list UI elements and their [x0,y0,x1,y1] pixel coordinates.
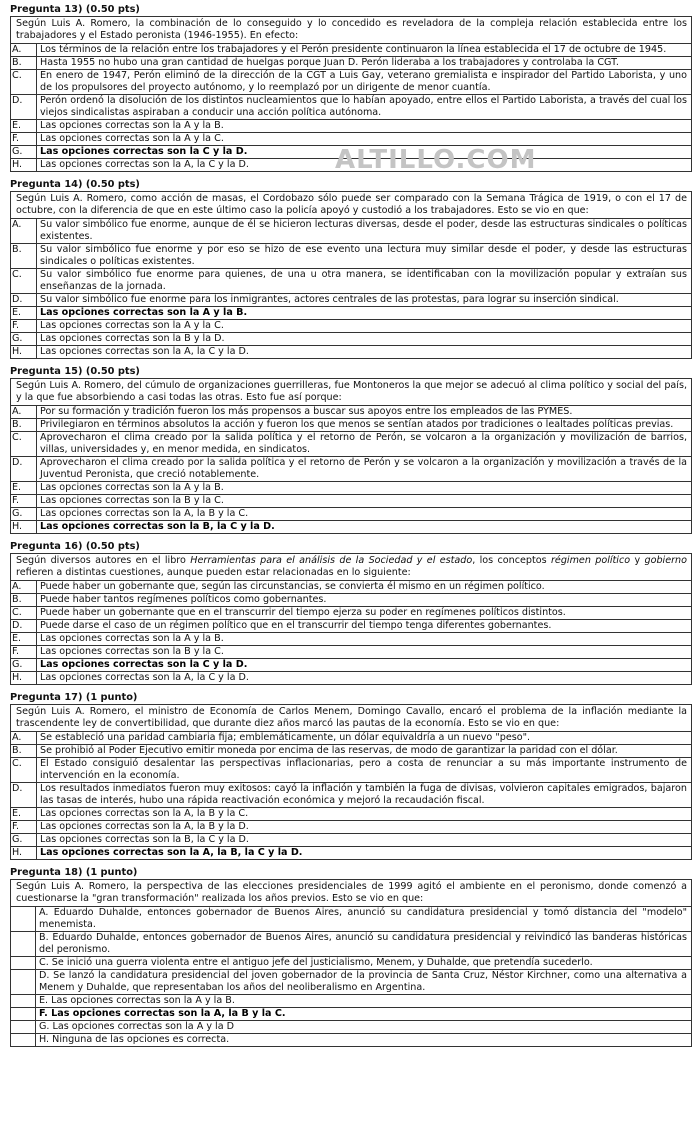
option-text: Perón ordenó la disolución de los distintos nucleamientos que lo habían apoyado, entre ellos el Partido Laborista, a través del cual los viejos sindicalistas aspiraban a conducir una acción política autónoma. [40,95,687,118]
option-label: H. [11,521,37,533]
option-label: C. [11,758,37,782]
question-14 [10,178,692,359]
option-text: Las opciones correctas son la A, la B y la C. [40,808,249,819]
question-box [10,191,692,359]
option-text: Las opciones correctas son la C y la D. [40,146,248,157]
option-h[interactable] [11,520,691,533]
option-text: F. Las opciones correctas son la A, la B y la C. [35,1008,691,1020]
option-label: D. [11,294,37,306]
option-label: F. [11,646,37,658]
option-label: C. [11,269,37,293]
option-label: B. [11,57,37,69]
option-c[interactable] [11,757,691,782]
option-text: Puede haber un gobernante que en el transcurrir del tiempo ejerza su poder en regímenes políticos distintos. [40,607,566,618]
option-text: Las opciones correctas son la A, la C y la D. [40,159,249,170]
option-text: Puede darse el caso de un régimen político que en el transcurrir del tiempo tenga diferentes gobernantes. [40,620,552,631]
option-a[interactable] [11,405,691,418]
option-label: H. [11,672,37,684]
option-text: Las opciones correctas son la A y la B. [40,120,224,131]
option-f[interactable] [11,645,691,658]
option-label: D. [11,95,37,119]
option-text: Puede haber tantos regímenes políticos como gobernantes. [40,594,327,605]
option-text: Las opciones correctas son la A y la B. [40,482,224,493]
option-text: Las opciones correctas son la A, la C y la D. [40,672,249,683]
option-text: D. Se lanzó la candidatura presidencial del joven gobernador de la provincia de Santa Cruz, Néstor Kirchner, como una alternativa a Menem y Duhalde, que representaban los años del neoliberalismo en Argentina. [35,970,691,994]
stem-text: y [630,555,645,566]
option-f[interactable] [11,1007,691,1020]
option-text: Las opciones correctas son la B, la C y la D. [40,834,249,845]
question-title: Pregunta 15) (0.50 pts) [10,366,140,377]
option-d[interactable] [11,293,691,306]
option-g[interactable] [11,1020,691,1033]
question-stem: Según Luis A. Romero, la combinación de lo conseguido y lo concedido es reveladora de la compleja relación establecida entre los trabajadores y el Estado peronista (1946-1955). En efecto: [16,18,687,41]
question-stem [11,554,691,580]
option-text: Se estableció una paridad cambiaria fija; emblemáticamente, un dólar equivaldría a un nuevo "peso". [40,732,531,743]
option-a[interactable] [11,43,691,56]
option-text: G. Las opciones correctas son la A y la D [35,1021,691,1033]
option-text: Las opciones correctas son la B y la C. [40,495,224,506]
option-e[interactable] [11,481,691,494]
option-c[interactable] [11,69,691,94]
option-text: E. Las opciones correctas son la A y la B. [35,995,691,1007]
question-box [10,553,692,685]
question-16 [10,540,692,685]
option-c[interactable] [11,431,691,456]
option-text: Las opciones correctas son la A y la B. [40,307,248,318]
option-label: G. [11,333,37,345]
option-text: Los términos de la relación entre los trabajadores y el Perón presidente continuaron la línea establecida el 17 de octubre de 1945. [40,44,667,55]
option-label: A. [11,406,37,418]
option-text: Las opciones correctas son la A y la C. [40,320,224,331]
option-text: H. Ninguna de las opciones es correcta. [35,1034,691,1046]
question-title: Pregunta 18) (1 punto) [10,867,138,878]
option-a[interactable] [11,906,691,931]
option-h[interactable] [11,1033,691,1046]
option-label: D. [11,457,37,481]
option-text: Su valor simbólico fue enorme para quienes, de una u otra manera, se identificaban con la movilización popular y extraían sus enseñanzas de la jornada. [40,269,687,292]
question-15 [10,365,692,534]
option-label: B. [11,419,37,431]
option-g[interactable] [11,332,691,345]
option-text: Las opciones correctas son la A, la B y la D. [40,821,249,832]
book-title: Herramientas para el análisis de la Sociedad y el estado [190,555,473,566]
option-label: F. [11,133,37,145]
option-f[interactable] [11,132,691,145]
option-e[interactable] [11,994,691,1007]
option-label: D. [11,783,37,807]
option-h[interactable] [11,671,691,684]
option-h[interactable] [11,846,691,859]
option-label: E. [11,307,37,319]
option-text: Hasta 1955 no hubo una gran cantidad de huelgas porque Juan D. Perón lideraba a los trabajadores y controlaba la CGT. [40,57,619,68]
question-box [10,704,692,860]
option-text: Su valor simbólico fue enorme, aunque de él se hicieron lecturas diversas, desde el poder, desde las estructuras sindicales o políticas existentes. [40,219,687,242]
option-d[interactable] [11,94,691,119]
question-title: Pregunta 14) (0.50 pts) [10,179,140,190]
option-b[interactable] [11,744,691,757]
option-g[interactable] [11,658,691,671]
option-label: D. [11,620,37,632]
question-17 [10,691,692,860]
term-gobierno: gobierno [644,555,687,566]
option-text: Las opciones correctas son la B, la C y la D. [40,521,275,532]
question-stem: Según Luis A. Romero, del cúmulo de organizaciones guerrilleras, fue Montoneros la que mejor se adecuó al clima político y social del país, y la que fue absorbiendo a casi todas las otras. Esto fue así porque: [16,380,687,403]
option-c[interactable] [11,268,691,293]
option-text: Las opciones correctas son la A, la C y la D. [40,346,249,357]
option-label: C. [11,607,37,619]
question-stem: Según Luis A. Romero, como acción de masas, el Cordobazo sólo puede ser comparado con la Semana Trágica de 1919, o con el 17 de octubre, con la diferencia de que en este último caso la policía apoyó y custodió a los trabajadores. Esto se vio en que: [16,193,687,216]
option-c[interactable] [11,956,691,969]
option-d[interactable] [11,619,691,632]
option-text: Las opciones correctas son la A, la B y la C. [40,508,249,519]
option-label: A. [11,581,37,593]
option-text: Aprovecharon el clima creado por la salida política y el retorno de Perón y se volcaron a la organización y movilización a través de la Juventud Peronista, que creció notablemente. [40,457,687,480]
stem-text: Según diversos autores en el libro [16,555,191,566]
option-label: C. [11,70,37,94]
option-label: G. [11,659,37,671]
option-d[interactable] [11,782,691,807]
option-text: Las opciones correctas son la A y la C. [40,133,224,144]
question-stem: Según Luis A. Romero, la perspectiva de las elecciones presidenciales de 1999 agitó el ambiente en el peronismo, donde comenzó a cuestionarse la "gran transformación" realizada los años previos. Esto se vio en que: [16,881,687,904]
question-box [10,879,692,1047]
option-text: Aprovecharon el clima creado por la salida política y el retorno de Perón, se volcaron a la organización y movilización de barrios, villas, universidades y, en menor medida, en sindicatos. [40,432,687,455]
option-label: G. [11,146,37,158]
option-text: B. Eduardo Duhalde, entonces gobernador de Buenos Aires, anunció su candidatura presidencial y reivindicó las banderas históricas del peronismo. [35,932,691,956]
option-e[interactable] [11,306,691,319]
option-a[interactable] [11,731,691,744]
option-text: Puede haber un gobernante que, según las circunstancias, se convierta él mismo en un régimen político. [40,581,545,592]
option-b[interactable] [11,931,691,956]
option-text: Se prohibió al Poder Ejecutivo emitir moneda por encima de las reservas, de modo de garantizar la paridad con el dólar. [40,745,618,756]
question-title: Pregunta 16) (0.50 pts) [10,541,140,552]
option-label: E. [11,633,37,645]
stem-text: refieren a distintas cuestiones, aunque pueden estar relacionadas en lo siguiente: [16,567,411,578]
option-text: Privilegiaron en términos absolutos la acción y fueron los que menos se sentían atados por tradiciones o lealtades políticas previas. [40,419,674,430]
option-b[interactable] [11,243,691,268]
option-e[interactable] [11,119,691,132]
option-g[interactable] [11,833,691,846]
option-e[interactable] [11,632,691,645]
option-b[interactable] [11,593,691,606]
option-text: Su valor simbólico fue enorme para los inmigrantes, actores centrales de las protestas, para lograr su inserción sindical. [40,294,619,305]
option-label: E. [11,120,37,132]
option-text: Las opciones correctas son la B y la C. [40,646,224,657]
option-text: Las opciones correctas son la A y la B. [40,633,224,644]
option-label: A. [11,44,37,56]
option-text: Las opciones correctas son la B y la D. [40,333,225,344]
option-e[interactable] [11,807,691,820]
option-text: Las opciones correctas son la C y la D. [40,659,248,670]
option-label: B. [11,244,37,268]
option-label: B. [11,745,37,757]
option-label: F. [11,821,37,833]
option-label: B. [11,594,37,606]
option-text: C. Se inició una guerra violenta entre el antiguo jefe del justicialismo, Menem, y Duhalde, que pretendía sucederlo. [35,957,691,969]
option-label: H. [11,847,37,859]
option-label: F. [11,495,37,507]
option-f[interactable] [11,319,691,332]
option-label: A. [11,732,37,744]
option-a[interactable] [11,580,691,593]
option-f[interactable] [11,494,691,507]
option-label: C. [11,432,37,456]
option-label: G. [11,834,37,846]
question-title: Pregunta 13) (0.50 pts) [10,4,140,15]
option-a[interactable] [11,218,691,243]
question-title: Pregunta 17) (1 punto) [10,692,138,703]
option-g[interactable] [11,507,691,520]
question-box [10,378,692,534]
option-label: F. [11,320,37,332]
option-label: G. [11,508,37,520]
option-label: H. [11,159,37,171]
option-text: En enero de 1947, Perón eliminó de la dirección de la CGT a Luis Gay, veterano gremialista e inspirador del Partido Laborista, y uno de los propulsores del proyecto autónomo, y lo reemplazó por un dirigente de menor cuantía. [40,70,687,93]
option-text: Las opciones correctas son la A, la B, la C y la D. [40,847,303,858]
option-label: A. [11,219,37,243]
option-h[interactable] [11,345,691,358]
option-label: E. [11,482,37,494]
option-c[interactable] [11,606,691,619]
option-text: A. Eduardo Duhalde, entonces gobernador de Buenos Aires, anunció su candidatura presidencial y tomó distancia del "modelo" menemista. [35,907,691,931]
option-b[interactable] [11,56,691,69]
term-regimen-politico: régimen político [550,555,631,566]
option-text: Los resultados inmediatos fueron muy exitosos: cayó la inflación y también la fuga de divisas, volvieron capitales emigrados, bajaron las tasas de interés, hubo una rápida reactivación económica y mejoró la recaudación fiscal. [40,783,687,806]
option-b[interactable] [11,418,691,431]
option-d[interactable] [11,969,691,994]
option-text: Por su formación y tradición fueron los más propensos a buscar sus apoyos entre los empleados de las PYMES. [40,406,573,417]
question-18 [10,866,692,1047]
option-text: El Estado consiguió desalentar las perspectivas inflacionarias, pero a costa de renunciar a su más importante instrumento de intervención en la economía. [40,758,687,781]
option-text: Su valor simbólico fue enorme y por eso se hizo de ese evento una lectura muy similar desde el poder, y desde las estructuras sindicales o políticas existentes. [40,244,687,267]
question-stem: Según Luis A. Romero, el ministro de Economía de Carlos Menem, Domingo Cavallo, encaró el problema de la inflación mediante la trascendente ley de convertibilidad, que durante diez años marcó las pautas de la economía. Esto se vio en que: [16,706,687,729]
option-d[interactable] [11,456,691,481]
watermark: ALTILLO.COM [335,145,537,175]
stem-text: , los conceptos [472,555,551,566]
option-label: E. [11,808,37,820]
option-f[interactable] [11,820,691,833]
option-label: H. [11,346,37,358]
